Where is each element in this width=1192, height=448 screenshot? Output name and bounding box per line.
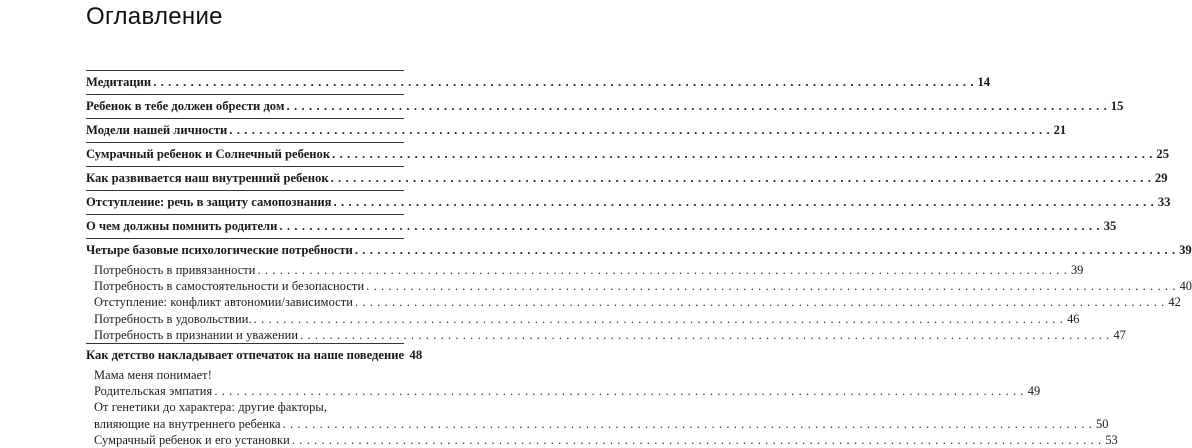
dot-leader <box>214 383 1024 399</box>
dot-leader <box>229 122 1050 139</box>
toc-subentry-page: 46 <box>1067 311 1080 326</box>
table-of-contents <box>86 70 1192 448</box>
toc-subentry[interactable] <box>86 383 1041 399</box>
toc-entry-title: Четыре базовые психологические потребности <box>86 243 353 257</box>
toc-entry-page: 35 <box>1103 219 1117 233</box>
toc-subentry-page: 49 <box>1027 384 1041 399</box>
toc-entry-title: Медитации <box>86 75 152 89</box>
toc-subentry-title: Потребность в привязанности <box>94 263 256 277</box>
toc-entry-page: 21 <box>1053 123 1067 137</box>
toc-entry[interactable] <box>86 122 1067 139</box>
toc-entry[interactable] <box>86 74 991 91</box>
toc-entry[interactable] <box>86 146 1170 163</box>
toc-entry-page: 33 <box>1157 195 1171 209</box>
toc-subentry-title: Родительская эмпатия <box>94 384 213 399</box>
toc-entry[interactable] <box>86 218 1117 235</box>
toc-entry-page: 39 <box>1179 243 1192 257</box>
toc-subentry[interactable] <box>86 262 1084 278</box>
toc-subentry-title: Отступление: конфликт автономии/зависимости <box>94 295 354 310</box>
toc-subentry-title-cont: влияющие на внутреннего ребенка <box>94 416 281 431</box>
toc-subentry[interactable] <box>86 416 1109 432</box>
toc-subentry-page: 53 <box>1105 432 1118 447</box>
separator-line <box>86 166 404 167</box>
dot-leader <box>292 432 1102 448</box>
toc-subentry-title: Мама меня понимает! <box>94 367 212 382</box>
top-rule <box>86 70 404 71</box>
toc-subentry-page: 39 <box>1070 263 1084 277</box>
toc-subentry-title: От генетики до характера: другие факторы, <box>94 400 328 415</box>
toc-subentry[interactable] <box>86 311 1080 327</box>
dot-leader <box>355 294 1165 310</box>
toc-entry-page: 48 <box>409 347 423 362</box>
toc-entry[interactable] <box>86 194 1171 211</box>
toc-entry[interactable] <box>86 242 1192 259</box>
separator-line <box>86 118 404 119</box>
dot-leader <box>334 194 1155 211</box>
toc-entry-title: Как развивается наш внутренний ребенок <box>86 171 329 185</box>
dot-leader <box>355 242 1176 259</box>
toc-entry[interactable] <box>86 170 1168 187</box>
toc-subentry[interactable] <box>86 278 1192 294</box>
toc-subentry[interactable] <box>86 367 404 383</box>
dot-leader <box>279 218 1100 235</box>
toc-subentry[interactable] <box>86 294 1181 310</box>
toc-subentry[interactable] <box>86 327 1126 343</box>
dot-leader <box>332 146 1153 163</box>
toc-entry-title: Модели нашей личности <box>86 123 228 137</box>
dot-leader <box>283 416 1093 432</box>
toc-subentry-page: 42 <box>1168 295 1181 310</box>
separator-line <box>86 190 404 191</box>
toc-entry-title: Сумрачный ребенок и Солнечный ребенок <box>86 147 331 161</box>
toc-entry-page: 15 <box>1110 99 1124 113</box>
page-title: Оглавление <box>86 3 223 30</box>
toc-subentry-title: Сумрачный ребенок и его установки <box>94 432 290 447</box>
toc-subentry-title: Потребность в самостоятельности и безопасности <box>94 279 365 294</box>
separator-line <box>86 214 404 215</box>
toc-entry-page: 14 <box>977 75 991 89</box>
toc-subentry-line1[interactable] <box>86 399 404 415</box>
dot-leader <box>254 311 1064 327</box>
dot-leader <box>366 278 1176 294</box>
dot-leader <box>258 262 1068 278</box>
separator-line <box>86 343 404 344</box>
toc-entry-title: О чем должны помнить родители <box>86 219 278 233</box>
toc-entry[interactable] <box>86 347 423 364</box>
toc-entry-title: Ребенок в тебе должен обрести дом <box>86 99 285 113</box>
dot-leader <box>331 170 1152 187</box>
dot-leader <box>286 98 1107 115</box>
toc-entry-page: 29 <box>1154 171 1168 185</box>
toc-subentry-page: 40 <box>1179 279 1192 294</box>
toc-subentry[interactable] <box>86 432 1118 448</box>
toc-subentry-page: 47 <box>1113 327 1126 342</box>
dot-leader <box>300 327 1110 343</box>
toc-entry-title: Отступление: речь в защиту самопознания <box>86 195 332 209</box>
separator-line <box>86 94 404 95</box>
toc-entry[interactable] <box>86 98 1124 115</box>
toc-entry-page: 25 <box>1156 147 1170 161</box>
toc-subentry-title: Потребность в признании и уважении <box>94 327 299 342</box>
separator-line <box>86 238 404 239</box>
toc-entry-title: Как детство накладывает отпечаток на наше поведение <box>86 347 405 362</box>
toc-subentry-title: Потребность в удовольствии. <box>94 311 252 326</box>
toc-subentry-page: 50 <box>1096 416 1109 431</box>
separator-line <box>86 142 404 143</box>
dot-leader <box>153 74 974 91</box>
